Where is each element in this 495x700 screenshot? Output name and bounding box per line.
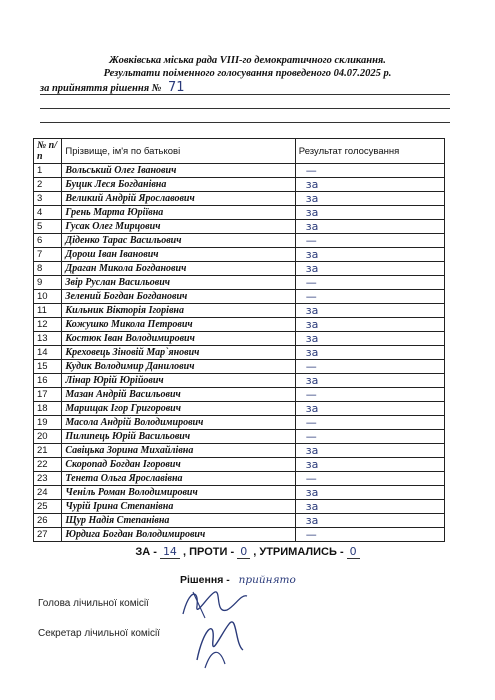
vote-result: — — [295, 234, 444, 248]
vote-result: за — [295, 192, 444, 206]
vote-result: за — [295, 486, 444, 500]
header-line-1: Жовківська міська рада VIII-го демократичного скликання. — [109, 55, 386, 66]
vote-result: за — [295, 304, 444, 318]
vote-result: за — [295, 206, 444, 220]
table-row — [34, 192, 445, 206]
vote-result: — — [295, 528, 444, 542]
row-number: 11 — [34, 304, 62, 318]
row-number: 13 — [34, 332, 62, 346]
row-number: 5 — [34, 220, 62, 234]
row-number: 23 — [34, 472, 62, 486]
deputy-name: Марищак Ігор Григорович — [62, 402, 295, 416]
deputy-name: Грень Марта Юріївна — [62, 206, 295, 220]
table-row — [34, 374, 445, 388]
row-number: 21 — [34, 444, 62, 458]
vote-result: за — [295, 262, 444, 276]
row-number: 20 — [34, 430, 62, 444]
deputy-name: Звір Руслан Васильович — [62, 276, 295, 290]
secretary-label: Секретар лічильної комісії — [38, 628, 161, 639]
row-number: 25 — [34, 500, 62, 514]
deputy-name: Тенета Ольга Ярославівна — [62, 472, 295, 486]
vote-result: — — [295, 430, 444, 444]
row-number: 22 — [34, 458, 62, 472]
deputy-name: Кожушко Микола Петрович — [62, 318, 295, 332]
deputy-name: Діденко Тарас Васильович — [62, 234, 295, 248]
proty-value: 0 — [237, 545, 250, 559]
table-row — [34, 290, 445, 304]
table-row — [34, 220, 445, 234]
deputy-name: Масола Андрій Володимирович — [62, 416, 295, 430]
head-label: Голова лічильної комісії — [38, 598, 149, 609]
table-row — [34, 164, 445, 178]
za-label: ЗА - — [135, 546, 157, 558]
vote-result: — — [295, 360, 444, 374]
table-header-row — [34, 139, 445, 164]
deputy-name: Скоропад Богдан Ігорович — [62, 458, 295, 472]
table-row — [34, 178, 445, 192]
table-row — [34, 248, 445, 262]
za-value: 14 — [160, 545, 180, 559]
deputy-name: Юрдига Богдан Володимирович — [62, 528, 295, 542]
vote-result: за — [295, 402, 444, 416]
table-row — [34, 304, 445, 318]
row-number: 4 — [34, 206, 62, 220]
table-row — [34, 388, 445, 402]
ruled-line — [40, 122, 450, 123]
col-number-header: № п/п — [34, 139, 62, 164]
row-number: 19 — [34, 416, 62, 430]
deputy-name: Кудик Володимир Данилович — [62, 360, 295, 374]
row-number: 15 — [34, 360, 62, 374]
col-name-header: Прізвище, ім'я по батькові — [62, 139, 295, 164]
row-number: 1 — [34, 164, 62, 178]
vote-result: — — [295, 164, 444, 178]
deputy-name: Чурій Ірина Степанівна — [62, 500, 295, 514]
row-number: 24 — [34, 486, 62, 500]
voting-table — [33, 138, 445, 542]
row-number: 7 — [34, 248, 62, 262]
utrym-value: 0 — [347, 545, 360, 559]
table-row — [34, 528, 445, 542]
deputy-name: Щур Надія Степанівна — [62, 514, 295, 528]
table-row — [34, 444, 445, 458]
table-row — [34, 402, 445, 416]
col-result-header: Результат голосування — [295, 139, 444, 164]
deputy-name: Лінар Юрій Юрійович — [62, 374, 295, 388]
document-header — [0, 54, 495, 80]
header-line-2: Результати поіменного голосування проведеного 04.07.2025 р. — [103, 68, 392, 79]
resolution-value: прийнято — [238, 574, 296, 586]
table-row — [34, 472, 445, 486]
deputy-name: Мазан Андрій Васильович — [62, 388, 295, 402]
deputy-name: Креховець Зіновій Мар`янович — [62, 346, 295, 360]
deputy-name: Драган Микола Богданович — [62, 262, 295, 276]
table-row — [34, 360, 445, 374]
deputy-name: Гусак Олег Мирцович — [62, 220, 295, 234]
table-row — [34, 262, 445, 276]
vote-result: за — [295, 248, 444, 262]
table-row — [34, 458, 445, 472]
table-row — [34, 234, 445, 248]
vote-result: за — [295, 178, 444, 192]
decision-line — [40, 80, 185, 95]
row-number: 27 — [34, 528, 62, 542]
decision-label: за прийняття рішення № — [40, 83, 162, 94]
deputy-name: Костюк Іван Володимирович — [62, 332, 295, 346]
ruled-line — [40, 108, 450, 109]
deputy-name: Дорош Іван Іванович — [62, 248, 295, 262]
deputy-name: Ченіль Роман Володимирович — [62, 486, 295, 500]
row-number: 9 — [34, 276, 62, 290]
utrym-label: , УТРИМАЛИСЬ - — [253, 546, 344, 558]
vote-result: за — [295, 332, 444, 346]
proty-label: , ПРОТИ - — [183, 546, 235, 558]
row-number: 3 — [34, 192, 62, 206]
vote-result: за — [295, 500, 444, 514]
row-number: 2 — [34, 178, 62, 192]
vote-totals — [0, 545, 495, 558]
row-number: 10 — [34, 290, 62, 304]
vote-result: — — [295, 472, 444, 486]
row-number: 26 — [34, 514, 62, 528]
vote-result: — — [295, 276, 444, 290]
deputy-name: Буцик Леся Богданівна — [62, 178, 295, 192]
table-row — [34, 276, 445, 290]
vote-result: за — [295, 346, 444, 360]
deputy-name: Савіцька Зорина Михайлівна — [62, 444, 295, 458]
vote-result: — — [295, 290, 444, 304]
vote-result: за — [295, 220, 444, 234]
vote-result: — — [295, 416, 444, 430]
deputy-name: Пилипець Юрій Васильович — [62, 430, 295, 444]
row-number: 8 — [34, 262, 62, 276]
row-number: 14 — [34, 346, 62, 360]
vote-result: за — [295, 318, 444, 332]
vote-result: за — [295, 458, 444, 472]
vote-result: за — [295, 374, 444, 388]
decision-number: 71 — [167, 80, 185, 95]
row-number: 16 — [34, 374, 62, 388]
vote-result: за — [295, 514, 444, 528]
row-number: 17 — [34, 388, 62, 402]
table-row — [34, 416, 445, 430]
vote-result: — — [295, 388, 444, 402]
table-row — [34, 332, 445, 346]
row-number: 12 — [34, 318, 62, 332]
deputy-name: Кильник Вікторія Ігорівна — [62, 304, 295, 318]
vote-result: за — [295, 444, 444, 458]
table-row — [34, 486, 445, 500]
table-row — [34, 346, 445, 360]
table-row — [34, 430, 445, 444]
table-row — [34, 206, 445, 220]
table-row — [34, 318, 445, 332]
deputy-name: Вольський Олег Іванович — [62, 164, 295, 178]
deputy-name: Зелений Богдан Богданович — [62, 290, 295, 304]
resolution-label: Рішення - — [180, 574, 230, 586]
row-number: 6 — [34, 234, 62, 248]
ruled-line — [40, 94, 450, 95]
deputy-name: Великий Андрій Ярославович — [62, 192, 295, 206]
table-row — [34, 514, 445, 528]
table-row — [34, 500, 445, 514]
secretary-signature — [185, 610, 255, 672]
row-number: 18 — [34, 402, 62, 416]
